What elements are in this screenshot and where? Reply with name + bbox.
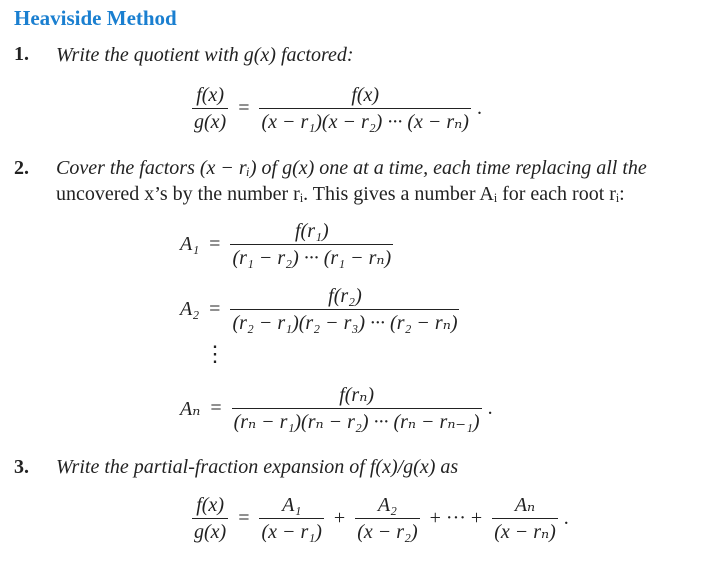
a2-denominator: (r₂ − r₁)(r₂ − r₃) ··· (r₂ − rₙ)	[230, 309, 459, 334]
plus-ellipsis: + ··· +	[429, 507, 483, 529]
partial-fraction-expansion	[192, 494, 569, 543]
step-2-line-1: Cover the factors (x − rᵢ) of g(x) one at a time, each time replacing all the	[56, 157, 647, 179]
a1-denominator: (r₁ − r₂) ··· (r₁ − rₙ)	[230, 244, 393, 269]
equals-sign: =	[209, 233, 221, 255]
equals-sign: =	[210, 397, 222, 419]
term-2-fraction	[355, 494, 419, 543]
a2-label: A₂	[180, 298, 200, 320]
lhs-denominator: g(x)	[192, 108, 228, 133]
step-2-number: 2.	[14, 157, 29, 179]
coefficient-a2	[180, 285, 459, 334]
lhs-denominator: g(x)	[192, 518, 228, 543]
an-label: Aₙ	[180, 398, 201, 420]
an-numerator: f(rₙ)	[339, 384, 374, 406]
an-fraction	[232, 384, 482, 433]
term-2-numerator: A₂	[377, 494, 397, 516]
quotient-equation	[192, 84, 482, 133]
step-1-number: 1.	[14, 43, 29, 65]
coefficient-an	[180, 384, 493, 433]
equals-sign: =	[238, 97, 250, 119]
term-1-numerator: A₁	[282, 494, 302, 516]
rhs-denominator: (x − r₁)(x − r₂) ··· (x − rₙ)	[259, 108, 470, 133]
term-1-fraction	[259, 494, 323, 543]
plus-sign: +	[333, 507, 346, 529]
term-n-denominator: (x − rₙ)	[492, 518, 558, 543]
lhs-fraction	[192, 84, 228, 133]
step-1-text: Write the quotient with g(x) factored:	[56, 44, 354, 66]
step-2-line-2: uncovered x’s by the number rᵢ. This gives a number Aᵢ for each root rᵢ:	[56, 183, 625, 205]
a2-fraction	[230, 285, 459, 334]
rhs-numerator: f(x)	[351, 84, 380, 106]
term-n-fraction	[492, 494, 558, 543]
term-2-denominator: (x − r₂)	[355, 518, 419, 543]
lhs-numerator: f(x)	[196, 84, 224, 106]
vertical-ellipsis: ⋮	[204, 341, 226, 366]
a1-numerator: f(r₁)	[295, 220, 329, 242]
lhs-fraction	[192, 494, 228, 543]
lhs-numerator: f(x)	[196, 494, 224, 516]
coefficient-a1	[180, 220, 393, 269]
term-1-denominator: (x − r₁)	[259, 518, 323, 543]
period: .	[563, 507, 569, 529]
a1-label: A₁	[180, 233, 200, 255]
equals-sign: =	[209, 298, 221, 320]
term-n-numerator: Aₙ	[514, 494, 536, 516]
rhs-fraction	[259, 84, 470, 133]
period: .	[487, 397, 493, 419]
a1-fraction	[230, 220, 393, 269]
equals-sign: =	[238, 507, 250, 529]
step-3-text: Write the partial-fraction expansion of f(x)/g(x) as	[56, 456, 459, 478]
section-title: Heaviside Method	[14, 6, 177, 30]
step-3-number: 3.	[14, 456, 29, 478]
a2-numerator: f(r₂)	[328, 285, 362, 307]
an-denominator: (rₙ − r₁)(rₙ − r₂) ··· (rₙ − rₙ₋₁)	[232, 408, 482, 433]
period: .	[476, 97, 482, 119]
